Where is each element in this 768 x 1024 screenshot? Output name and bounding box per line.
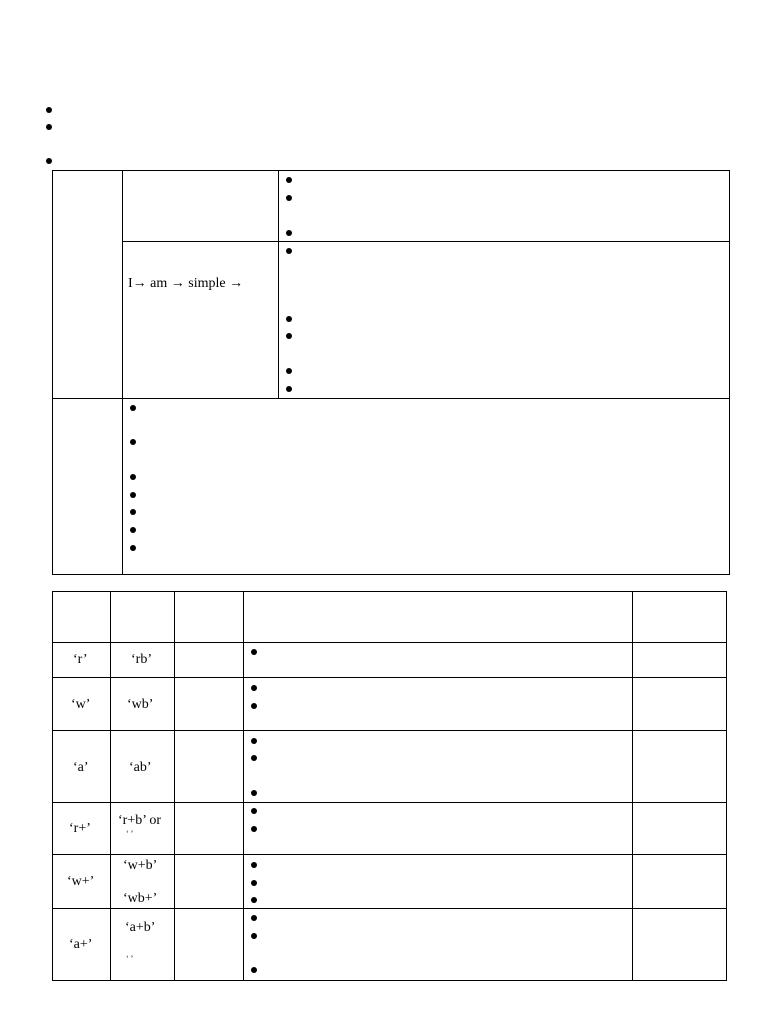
mode-cell: ‘w+’ xyxy=(67,874,95,889)
table-2-bullet xyxy=(251,897,257,903)
table-2-row-divider xyxy=(52,677,727,678)
mode-cell: ‘w’ xyxy=(71,697,91,712)
table-2-bullet xyxy=(251,862,257,868)
table-2-col-divider xyxy=(243,591,244,981)
table-2-bullet xyxy=(251,933,257,939)
table-2-bullet xyxy=(251,755,257,761)
table-1-col-divider xyxy=(122,170,123,575)
table-2-bullet xyxy=(251,790,257,796)
mode-cell: ‘r+’ xyxy=(69,821,91,836)
table-2-bullet xyxy=(251,826,257,832)
table-1-r1s1-bullet xyxy=(286,195,292,201)
table-2-col-divider xyxy=(632,591,633,981)
binary-mode-cell: ‘r+b’ or xyxy=(118,813,162,828)
table-2-row-divider xyxy=(52,802,727,803)
table-2-bullet xyxy=(251,685,257,691)
table-2-bullet xyxy=(251,915,257,921)
table-1-r1s1-bullet xyxy=(286,177,292,183)
table-1-r2-bullet xyxy=(130,527,136,533)
binary-mode-cell: ‘wb’ xyxy=(127,697,154,712)
table-2-row-divider xyxy=(52,854,727,855)
table-2-bullet xyxy=(251,808,257,814)
table-1-r1s2-bullet xyxy=(286,368,292,374)
table-2-col-divider xyxy=(174,591,175,981)
binary-mode-cell-note: ‘ ’ xyxy=(126,954,134,963)
table-1-r1s2-bullet xyxy=(286,316,292,322)
table-1-r2-bullet xyxy=(130,509,136,515)
table-1-r2-bullet xyxy=(130,492,136,498)
table-1-r2-bullet xyxy=(130,545,136,551)
table-2-row-divider xyxy=(52,730,727,731)
table-1-subrow-divider xyxy=(122,241,729,242)
table-1-r1s2-bullet xyxy=(286,248,292,254)
binary-mode-cell: ‘w+b’ xyxy=(123,858,158,873)
top-bullet-3 xyxy=(46,158,52,164)
binary-mode-cell: ‘a+b’ xyxy=(125,920,156,935)
table-1-row-divider xyxy=(52,398,729,399)
mode-cell: ‘r’ xyxy=(73,652,88,667)
table-1-frame xyxy=(52,170,730,575)
table-1-r1s1-bullet xyxy=(286,230,292,236)
table-1-inner-divider xyxy=(278,170,279,399)
table-1-r1s2-bullet xyxy=(286,333,292,339)
mode-cell: ‘a+’ xyxy=(69,937,93,952)
table-2-bullet xyxy=(251,880,257,886)
table-2-bullet xyxy=(251,703,257,709)
table-2-bullet xyxy=(251,649,257,655)
table-2-col-divider xyxy=(110,591,111,981)
binary-mode-cell-alt: ‘wb+’ xyxy=(123,891,158,906)
table-1-r1s2-text: I→ am → simple → xyxy=(128,276,244,291)
table-1-r2-bullet xyxy=(130,439,136,445)
top-bullet-1 xyxy=(46,107,52,113)
table-2-row-divider xyxy=(52,642,727,643)
mode-cell: ‘a’ xyxy=(73,760,89,775)
table-1-r2-bullet xyxy=(130,474,136,480)
binary-mode-cell-note: ‘ ’ xyxy=(126,829,134,838)
table-2-bullet xyxy=(251,738,257,744)
top-bullet-2 xyxy=(46,124,52,130)
binary-mode-cell: ‘rb’ xyxy=(131,652,152,667)
table-1-r2-bullet xyxy=(130,405,136,411)
table-1-r1s2-bullet xyxy=(286,386,292,392)
binary-mode-cell: ‘ab’ xyxy=(129,760,152,775)
table-2-row-divider xyxy=(52,908,727,909)
table-2-bullet xyxy=(251,967,257,973)
